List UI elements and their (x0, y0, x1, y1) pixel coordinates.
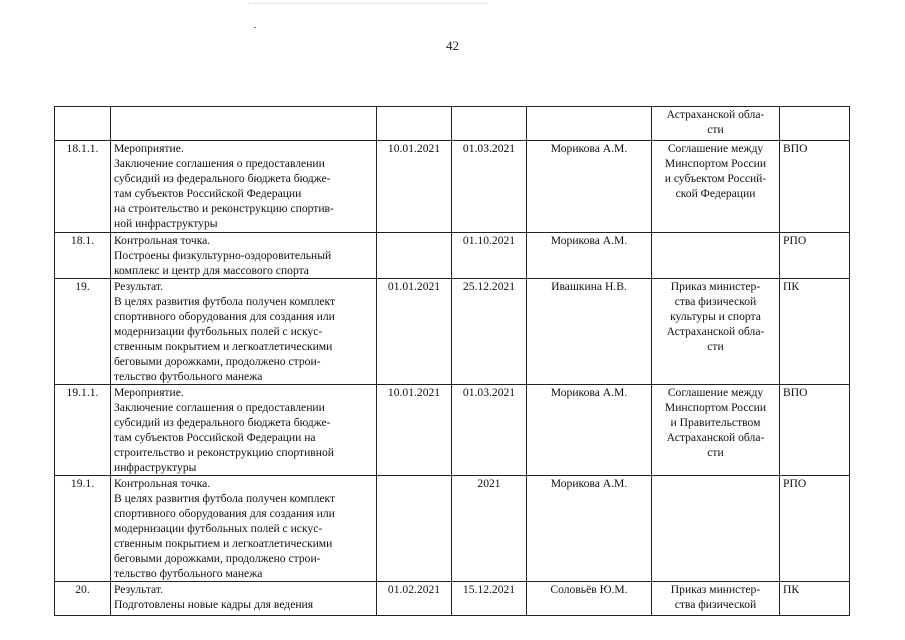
start-date-cell: 10.01.2021 (377, 141, 452, 233)
document-cell-line: Астраханской обла- (666, 108, 765, 121)
responsible-cell: Морикова А.М. (527, 476, 652, 582)
scan-artifact (248, 3, 488, 5)
document-cell-line: Соглашение между (667, 142, 764, 155)
table-row (55, 582, 850, 616)
page-number: 42 (446, 38, 459, 53)
document-cell-line: сти (707, 340, 724, 353)
row-description-cell-line: комплекс и центр для массового спорта (114, 264, 309, 277)
row-description-cell-line: строительство и реконструкцию спортивной (114, 446, 334, 459)
row-description-cell-line: там субъектов Российской Федерации на (114, 431, 316, 444)
row-description-cell-line: Заключение соглашения о предоставлении (114, 401, 325, 414)
row-description-cell-line: спортивного оборудования для создания или (114, 310, 335, 323)
row-description-cell (111, 233, 377, 279)
row-description-cell-line: беговыми дорожками, продолжено строи- (114, 552, 321, 565)
row-number-cell: 19.1. (55, 476, 111, 582)
document-cell-line: культуры и спорта (670, 310, 761, 323)
table-body (55, 107, 850, 616)
responsible-cell: Соловьёв Ю.М. (527, 582, 652, 616)
table-row (55, 141, 850, 233)
row-description-cell-line: беговыми дорожками, продолжено строи- (114, 355, 321, 368)
row-description-cell (111, 582, 377, 616)
document-cell-line: ства физической (674, 295, 757, 308)
responsible-cell: Морикова А.М. (527, 233, 652, 279)
row-description-cell-line: Контрольная точка. (114, 234, 211, 247)
row-number-cell (55, 107, 111, 141)
row-description-cell-line: В целях развития футбола получен комплект (114, 295, 336, 308)
type-cell: ВПО (780, 141, 850, 233)
document-cell-line: сти (707, 123, 724, 136)
end-date-cell (452, 107, 527, 141)
table-row (55, 107, 850, 141)
row-description-cell-line: субсидий из федерального бюджета бюдже- (114, 416, 331, 429)
table-row (55, 279, 850, 385)
start-date-cell: 01.01.2021 (377, 279, 452, 385)
document-cell (652, 233, 780, 279)
row-number-cell: 18.1.1. (55, 141, 111, 233)
responsible-cell: Ивашкина Н.В. (527, 279, 652, 385)
start-date-cell (377, 107, 452, 141)
type-cell (780, 107, 850, 141)
document-cell-line: и субъектом Россий- (664, 172, 767, 185)
responsible-cell: Морикова А.М. (527, 141, 652, 233)
document-cell (652, 385, 780, 476)
row-description-cell-line: Заключение соглашения о предоставлении (114, 157, 325, 170)
document-cell-line: ства физической (674, 598, 757, 611)
row-description-cell-line: Мероприятие. (114, 142, 184, 155)
row-description-cell-line: инфраструктуры (114, 461, 197, 474)
row-description-cell-line: модернизации футбольных полей с искус- (114, 325, 323, 338)
row-description-cell-line: ной инфраструктуры (114, 217, 218, 230)
document-cell-line: сти (707, 446, 724, 459)
row-description-cell-line: субсидий из федерального бюджета бюдже- (114, 172, 331, 185)
type-cell: ПК (780, 582, 850, 616)
plan-table (54, 106, 850, 616)
row-description-cell (111, 476, 377, 582)
row-description-cell-line: ственным покрытием и легкоатлетическими (114, 340, 333, 353)
row-description-cell-line: Контрольная точка. (114, 477, 211, 490)
start-date-cell: 10.01.2021 (377, 385, 452, 476)
row-description-cell (111, 385, 377, 476)
end-date-cell: 01.03.2021 (452, 385, 527, 476)
end-date-cell: 2021 (452, 476, 527, 582)
document-cell-line: и Правительством (670, 416, 761, 429)
row-number-cell: 19.1.1. (55, 385, 111, 476)
table-row (55, 233, 850, 279)
row-description-cell-line: Результат. (114, 280, 163, 293)
document-cell (652, 107, 780, 141)
row-number-cell: 19. (55, 279, 111, 385)
row-description-cell-line: Подготовлены новые кадры для ведения (114, 598, 314, 611)
row-description-cell-line: спортивного оборудования для создания или (114, 507, 335, 520)
row-number-cell: 20. (55, 582, 111, 616)
document-cell-line: Астраханской обла- (666, 325, 765, 338)
row-description-cell-line: Результат. (114, 583, 163, 596)
scan-dot (254, 27, 256, 28)
document-cell (652, 141, 780, 233)
row-description-cell-line: модернизации футбольных полей с искус- (114, 522, 323, 535)
end-date-cell: 25.12.2021 (452, 279, 527, 385)
document-cell-line: Астраханской обла- (666, 431, 765, 444)
type-cell: РПО (780, 476, 850, 582)
end-date-cell: 01.10.2021 (452, 233, 527, 279)
start-date-cell (377, 233, 452, 279)
document-cell (652, 582, 780, 616)
start-date-cell: 01.02.2021 (377, 582, 452, 616)
row-number-cell: 18.1. (55, 233, 111, 279)
end-date-cell: 15.12.2021 (452, 582, 527, 616)
row-description-cell (111, 107, 377, 141)
row-description-cell-line: тельство футбольного манежа (114, 370, 263, 383)
document-cell-line: Минспортом России (664, 401, 767, 414)
document-cell (652, 279, 780, 385)
row-description-cell-line: Построены физкультурно-оздоровительный (114, 249, 332, 262)
table-row (55, 476, 850, 582)
row-description-cell-line: на строительство и реконструкцию спортив- (114, 202, 334, 215)
type-cell: ПК (780, 279, 850, 385)
document-cell-line: Соглашение между (667, 386, 764, 399)
document-cell-line: ской Федерации (675, 187, 756, 200)
row-description-cell-line: там субъектов Российской Федерации (114, 187, 302, 200)
table-row (55, 385, 850, 476)
document-cell (652, 476, 780, 582)
start-date-cell (377, 476, 452, 582)
type-cell: РПО (780, 233, 850, 279)
type-cell: ВПО (780, 385, 850, 476)
document-cell-line: Приказ министер- (670, 583, 761, 596)
row-description-cell-line: Мероприятие. (114, 386, 184, 399)
responsible-cell: Морикова А.М. (527, 385, 652, 476)
row-description-cell-line: тельство футбольного манежа (114, 567, 263, 580)
row-description-cell (111, 279, 377, 385)
row-description-cell-line: В целях развития футбола получен комплект (114, 492, 336, 505)
end-date-cell: 01.03.2021 (452, 141, 527, 233)
document-cell-line: Приказ министер- (670, 280, 761, 293)
row-description-cell (111, 141, 377, 233)
row-description-cell-line: ственным покрытием и легкоатлетическими (114, 537, 333, 550)
document-cell-line: Минспортом России (664, 157, 767, 170)
responsible-cell (527, 107, 652, 141)
